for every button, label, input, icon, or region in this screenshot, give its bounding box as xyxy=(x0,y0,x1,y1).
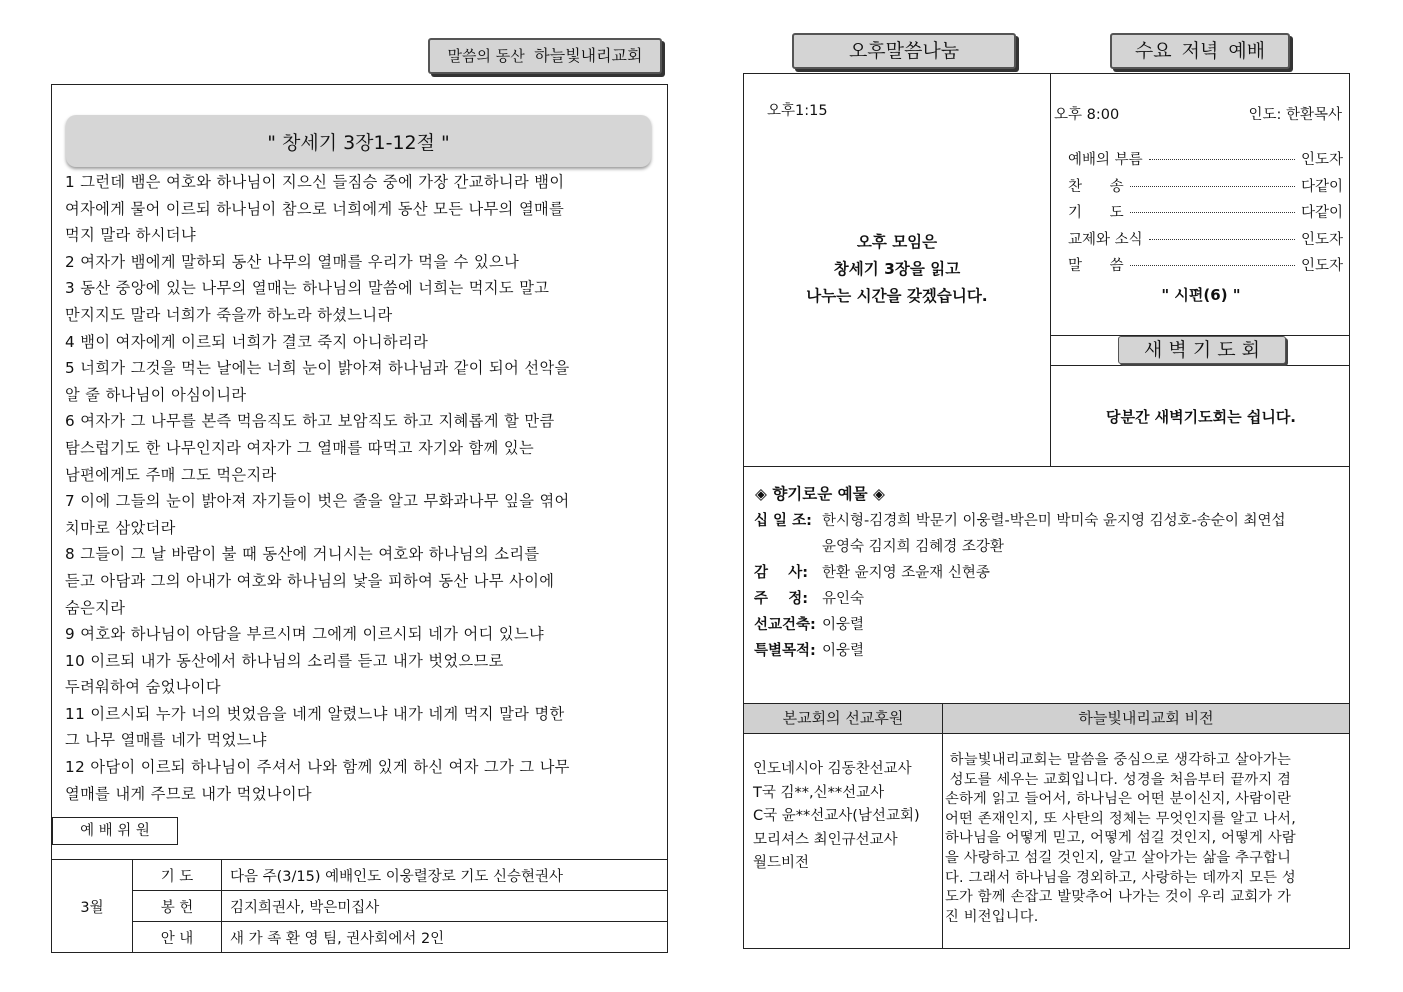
committee-role: 기 도 xyxy=(160,868,194,885)
verse-line: 9 여호와 하나님이 아담을 부르시며 그에게 이르시되 네가 어디 있느냐 xyxy=(65,625,545,644)
committee-value-cell xyxy=(222,860,668,891)
church-name-tag xyxy=(428,38,662,74)
mission-list xyxy=(753,758,920,876)
order-who: 인도자 xyxy=(1300,152,1343,168)
committee-value-cell xyxy=(222,922,668,953)
order-who: 다같이 xyxy=(1300,178,1343,195)
worship-order xyxy=(1068,148,1343,281)
order-row xyxy=(1068,175,1343,202)
offering-row xyxy=(754,638,1344,664)
mission-item: 인도네시아 김동찬선교사 xyxy=(753,761,912,777)
verse-line: 2 여자가 뱀에게 말하되 동산 나무의 열매를 우리가 먹을 수 있으나 xyxy=(65,252,520,271)
offering-row xyxy=(754,508,1344,534)
committee-role: 안 내 xyxy=(160,930,194,947)
verse-line: 만지지도 말라 너희가 죽을까 하노라 하셨느니라 xyxy=(65,305,393,324)
afternoon-time: 오후1:15 xyxy=(767,103,828,119)
committee-value: 김지희권사, 박은미집사 xyxy=(230,899,380,916)
wednesday-tag-text: 수요 저녁 예배 xyxy=(1134,40,1266,62)
leader-dots xyxy=(1149,239,1295,240)
church-tag-name: 하늘빛내리교회 xyxy=(534,46,643,65)
committee-value: 다음 주(3/15) 예배인도 이웅렬장로 기도 신승현권사 xyxy=(230,868,564,885)
verse-line: 두려워하여 숨었나이다 xyxy=(65,678,221,697)
dawn-notice: 당분간 새벽기도회는 쉽니다. xyxy=(1105,408,1297,426)
order-item: 말 씀 xyxy=(1068,258,1124,275)
order-item: 교제와 소식 xyxy=(1068,231,1143,248)
vision-heading: 하늘빛내리교회 비전 xyxy=(1078,709,1214,727)
divider xyxy=(942,703,943,949)
verse-line: 듣고 아담과 그의 아내가 여호와 하나님의 낯을 피하여 동산 나무 사이에 xyxy=(65,571,555,590)
divider xyxy=(743,733,1350,734)
scripture-text xyxy=(65,169,660,807)
order-item: 예배의 부름 xyxy=(1068,152,1143,168)
leader-dots xyxy=(1149,159,1295,160)
vision-line: 하늘빛내리교회는 말씀을 중심으로 생각하고 살아가는 xyxy=(945,752,1291,768)
verse-line: 7 이에 그들의 눈이 밝아져 자기들이 벗은 줄을 알고 무화과나무 잎을 엮어 xyxy=(65,492,570,511)
vision-line: 손하게 읽고 들어서, 하나님은 어떤 분이신지, 사람이란 xyxy=(945,791,1292,808)
order-item: 찬 송 xyxy=(1068,178,1124,195)
vision-heading-cell xyxy=(943,704,1349,733)
order-row xyxy=(1068,148,1343,175)
order-who: 다같이 xyxy=(1300,205,1343,222)
committee-value-cell xyxy=(222,891,668,922)
verse-line: 먹지 말라 하시더냐 xyxy=(65,226,197,245)
verse-line: 10 이르되 내가 동산에서 하나님의 소리를 듣고 내가 벗었으므로 xyxy=(65,651,504,670)
afternoon-line: 오후 모임은 xyxy=(856,233,938,251)
verse-line: 남편에게도 주매 그도 먹은지라 xyxy=(65,465,277,484)
offering-names: 윤영숙 김지희 김혜경 조강환 xyxy=(822,539,1004,555)
mission-heading: 본교회의 선교후원 xyxy=(782,709,904,727)
vision-text xyxy=(945,751,1347,927)
offering-names: 이웅렬 xyxy=(822,643,865,659)
afternoon-tag-text: 오후말씀나눔 xyxy=(848,40,960,62)
committee-label-box xyxy=(52,817,178,845)
offering-label xyxy=(754,534,822,560)
order-who: 인도자 xyxy=(1300,258,1343,275)
verse-line: 3 동산 중앙에 있는 나무의 열매는 하나님의 말씀에 너희는 먹지도 말고 xyxy=(65,279,550,298)
leader-dots xyxy=(1130,186,1295,187)
wednesday-tag xyxy=(1110,33,1290,69)
offerings-heading: ◈ 향기로운 예물 ◈ xyxy=(755,485,885,503)
vision-line: 을 사랑하고 섬길 것인지, 알고 살아가는 삶을 추구합니 xyxy=(945,849,1292,866)
verse-line: 12 아담이 이르되 하나님이 주셔서 나와 함께 있게 하신 여자 그가 그 나무 xyxy=(65,758,570,777)
committee-month-cell xyxy=(52,860,133,953)
offering-row xyxy=(754,586,1344,612)
afternoon-notice xyxy=(744,229,1050,310)
offering-label: 주 정: xyxy=(754,591,809,607)
offering-row xyxy=(754,612,1344,638)
verse-line: 1 그런데 뱀은 여호와 하나님이 지으신 들짐승 중에 가장 간교하니라 뱀이 xyxy=(65,173,565,191)
verse-line: 여자에게 물어 이르되 하나님이 참으로 너희에게 동산 모든 나무의 열매를 xyxy=(65,199,565,218)
offering-row xyxy=(754,534,1344,560)
church-tag-prefix: 말씀의 동산 xyxy=(447,47,525,65)
offering-label: 십 일 조: xyxy=(754,513,812,529)
committee-role-cell xyxy=(133,860,222,891)
committee-value: 새 가 족 환 영 팀, 권사회에서 2인 xyxy=(230,930,445,947)
offering-row xyxy=(754,560,1344,586)
verse-line: 8 그들이 그 날 바람이 불 때 동산에 거니시는 여호와 하나님의 소리를 xyxy=(65,545,540,564)
verse-line: 4 뱀이 여자에게 이르되 너희가 결코 죽지 아니하리라 xyxy=(65,332,429,351)
passage-title-banner xyxy=(66,115,651,167)
afternoon-tag xyxy=(792,33,1016,69)
offering-names: 한시형-김경희 박문기 이웅렬-박은미 박미숙 윤지영 김성호-송순이 최연섭 xyxy=(822,513,1286,529)
vision-line: 성도를 세우는 교회입니다. 성경을 처음부터 끝까지 겸 xyxy=(945,771,1292,788)
offering-label: 감 사: xyxy=(754,565,809,581)
vision-line: 하나님을 어떻게 믿고, 어떻게 섬길 것인지, 어떻게 사람 xyxy=(945,830,1296,847)
afternoon-line: 창세기 3장을 읽고 xyxy=(833,260,961,278)
divider xyxy=(1050,365,1350,366)
mission-item: 월드비전 xyxy=(753,855,810,871)
afternoon-line: 나누는 시간을 갖겠습니다. xyxy=(806,287,988,305)
dawn-tag xyxy=(1118,336,1286,364)
vision-line: 어떤 존재인지, 또 사탄의 정체는 무엇인지를 알고 나서, xyxy=(945,810,1296,827)
order-item: 기 도 xyxy=(1068,205,1124,222)
committee-label: 예 배 위 원 xyxy=(80,823,150,839)
mission-item: 모리셔스 최인규선교사 xyxy=(753,831,898,848)
verse-line: 5 너희가 그것을 먹는 날에는 너희 눈이 밝아져 하나님과 같이 되어 선악을 xyxy=(65,359,570,378)
committee-month: 3월 xyxy=(80,899,104,916)
passage-title: " 창세기 3장1-12절 " xyxy=(267,132,450,154)
sermon-title: " 시편(6) " xyxy=(1161,286,1241,304)
offerings-list xyxy=(754,508,1344,664)
mission-item: T국 김**,신**선교사 xyxy=(753,784,885,801)
mission-item: C국 윤**선교사(남선교회) xyxy=(753,808,920,824)
verse-line: 탐스럽기도 한 나무인지라 여자가 그 열매를 따먹고 자기와 함께 있는 xyxy=(65,438,535,457)
verse-line: 치마로 삼았더라 xyxy=(65,518,176,537)
verse-line: 6 여자가 그 나무를 본즉 먹음직도 하고 보암직도 하고 지혜롭게 할 만큼 xyxy=(65,412,555,431)
offering-names: 유인숙 xyxy=(822,591,865,607)
leader-dots xyxy=(1130,212,1295,213)
offering-names: 이웅렬 xyxy=(822,617,865,633)
vision-line: 다. 그래서 하나님을 경외하고, 사랑하는 데까지 모든 성 xyxy=(945,869,1296,886)
verse-line: 알 줄 하나님이 아심이니라 xyxy=(65,385,247,404)
vision-line: 진 비전입니다. xyxy=(945,908,1039,925)
vision-line: 도가 함께 손잡고 발맞추어 나가는 것이 우리 교회가 가 xyxy=(945,889,1292,906)
committee-table xyxy=(52,859,667,953)
wednesday-time: 오후 8:00 xyxy=(1054,107,1120,123)
divider xyxy=(743,466,1350,467)
verse-line: 그 나무 열매를 네가 먹었느냐 xyxy=(65,731,267,750)
verse-line: 11 이르시되 누가 너의 벗었음을 네게 알렸느냐 내가 네게 먹지 말라 명한 xyxy=(65,704,565,723)
wednesday-leader: 인도: 한환목사 xyxy=(1248,107,1342,123)
verse-line: 열매를 내게 주므로 내가 먹었나이다 xyxy=(65,784,312,803)
offering-label: 선교건축: xyxy=(754,617,816,633)
order-who: 인도자 xyxy=(1300,231,1343,248)
leader-dots xyxy=(1130,265,1295,266)
verse-line: 숨은지라 xyxy=(65,598,126,617)
offering-names: 한환 윤지영 조윤재 신현종 xyxy=(822,565,990,581)
order-row xyxy=(1068,254,1343,281)
mission-heading-cell xyxy=(744,704,942,733)
order-row xyxy=(1068,228,1343,255)
committee-role-cell xyxy=(133,891,222,922)
offering-label: 특별목적: xyxy=(754,643,816,659)
order-row xyxy=(1068,201,1343,228)
committee-role-cell xyxy=(133,922,222,953)
dawn-tag-text: 새 벽 기 도 회 xyxy=(1144,339,1260,361)
committee-role: 봉 헌 xyxy=(160,899,194,916)
